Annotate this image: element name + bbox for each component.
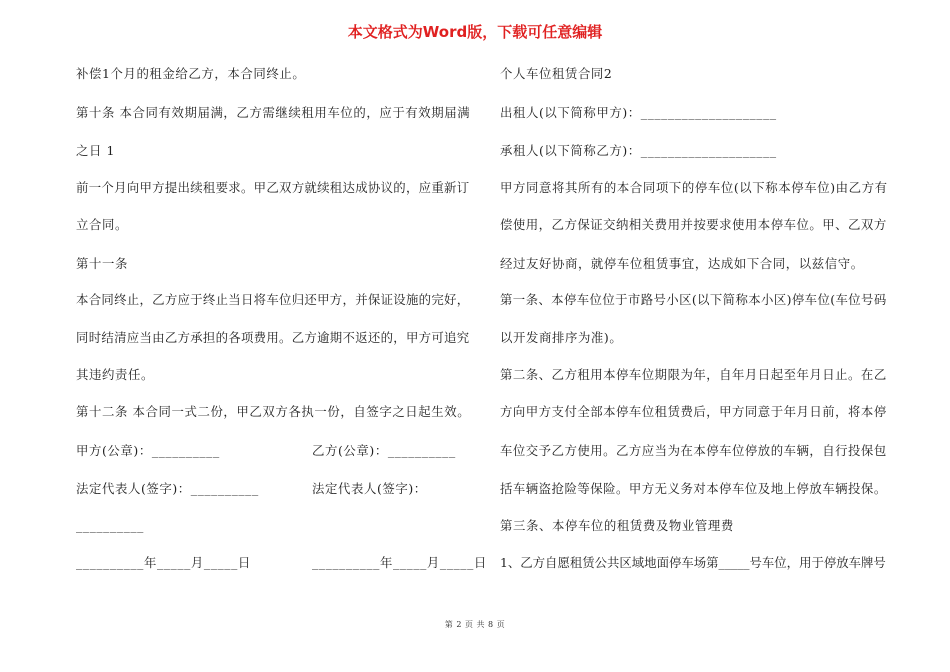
text-line: 出租人(以下简称甲方)：____________________ [500, 105, 777, 120]
text-line: 甲方同意将其所有的本合同项下的停车位(以下称本停车位)由乙方有 [500, 180, 888, 195]
party-a-seal-field: 甲方(公章)：__________ [76, 443, 220, 458]
text-line: 第一条、本停车位位于市路号小区(以下简称本小区)停车位(车位号码 [500, 292, 887, 307]
text-line: 同时结清应当由乙方承担的各项费用。乙方逾期不返还的，甲方可追究 [76, 330, 470, 345]
text-line: 立合同。 [76, 217, 128, 232]
document-banner: 本文格式为Word版，下载可任意编辑 [347, 23, 603, 41]
text-line: 第三条、本停车位的租赁费及物业管理费 [500, 518, 734, 533]
text-line: 经过友好协商，就停车位租赁事宜，达成如下合同，以兹信守。 [500, 256, 864, 271]
page-number: 第 2 页 共 8 页 [444, 620, 506, 629]
text-line: 第二条、乙方租用本停车位期限为年，自年月日起至年月日止。在乙 [500, 367, 887, 382]
text-line: 1、乙方自愿租赁公共区域地面停车场第_____号车位，用于停放车牌号 [500, 555, 886, 570]
party-a-rep-field: 法定代表人(签字)：__________ [76, 481, 259, 496]
text-line: 括车辆盗抢险等保险。甲方无义务对本停车位及地上停放车辆投保。 [500, 481, 887, 496]
text-line: 承租人(以下简称乙方)：____________________ [500, 143, 777, 158]
text-line: 之日 1 [76, 143, 116, 158]
text-line: 本合同终止，乙方应于终止当日将车位归还甲方，并保证设施的完好， [76, 292, 470, 307]
party-b-date-field: __________年_____月_____日 [312, 555, 487, 570]
text-line: 第十一条 [76, 256, 128, 271]
party-b-seal-field: 乙方(公章)：__________ [312, 443, 456, 458]
party-b-rep-field: 法定代表人(签字)： [312, 481, 427, 496]
text-line: 方向甲方支付全部本停车位租赁费后，甲方同意于年月日前，将本停 [500, 404, 887, 419]
text-line: 偿使用，乙方保证交纳相关费用并按要求使用本停车位。甲、乙双方 [500, 217, 887, 232]
party-a-date-field: __________年_____月_____日 [76, 555, 251, 570]
text-line: 前一个月向甲方提出续租要求。甲乙双方就续租达成协议的，应重新订 [76, 180, 470, 195]
signature-blank-line: __________ [76, 518, 144, 533]
text-line: 车位交予乙方使用。乙方应当为在本停车位停放的车辆，自行投保包 [500, 443, 887, 458]
text-line: 以开发商排序为准)。 [500, 330, 623, 345]
text-line: 其违约责任。 [76, 367, 154, 382]
text-line: 第十二条 本合同一式二份，甲乙双方各执一份，自签字之日起生效。 [76, 404, 471, 419]
text-line: 第十条 本合同有效期届满，乙方需继续租用车位的，应于有效期届满 [76, 105, 471, 120]
contract-title: 个人车位租赁合同2 [500, 66, 613, 81]
text-line: 补偿1个月的租金给乙方，本合同终止。 [76, 66, 306, 81]
